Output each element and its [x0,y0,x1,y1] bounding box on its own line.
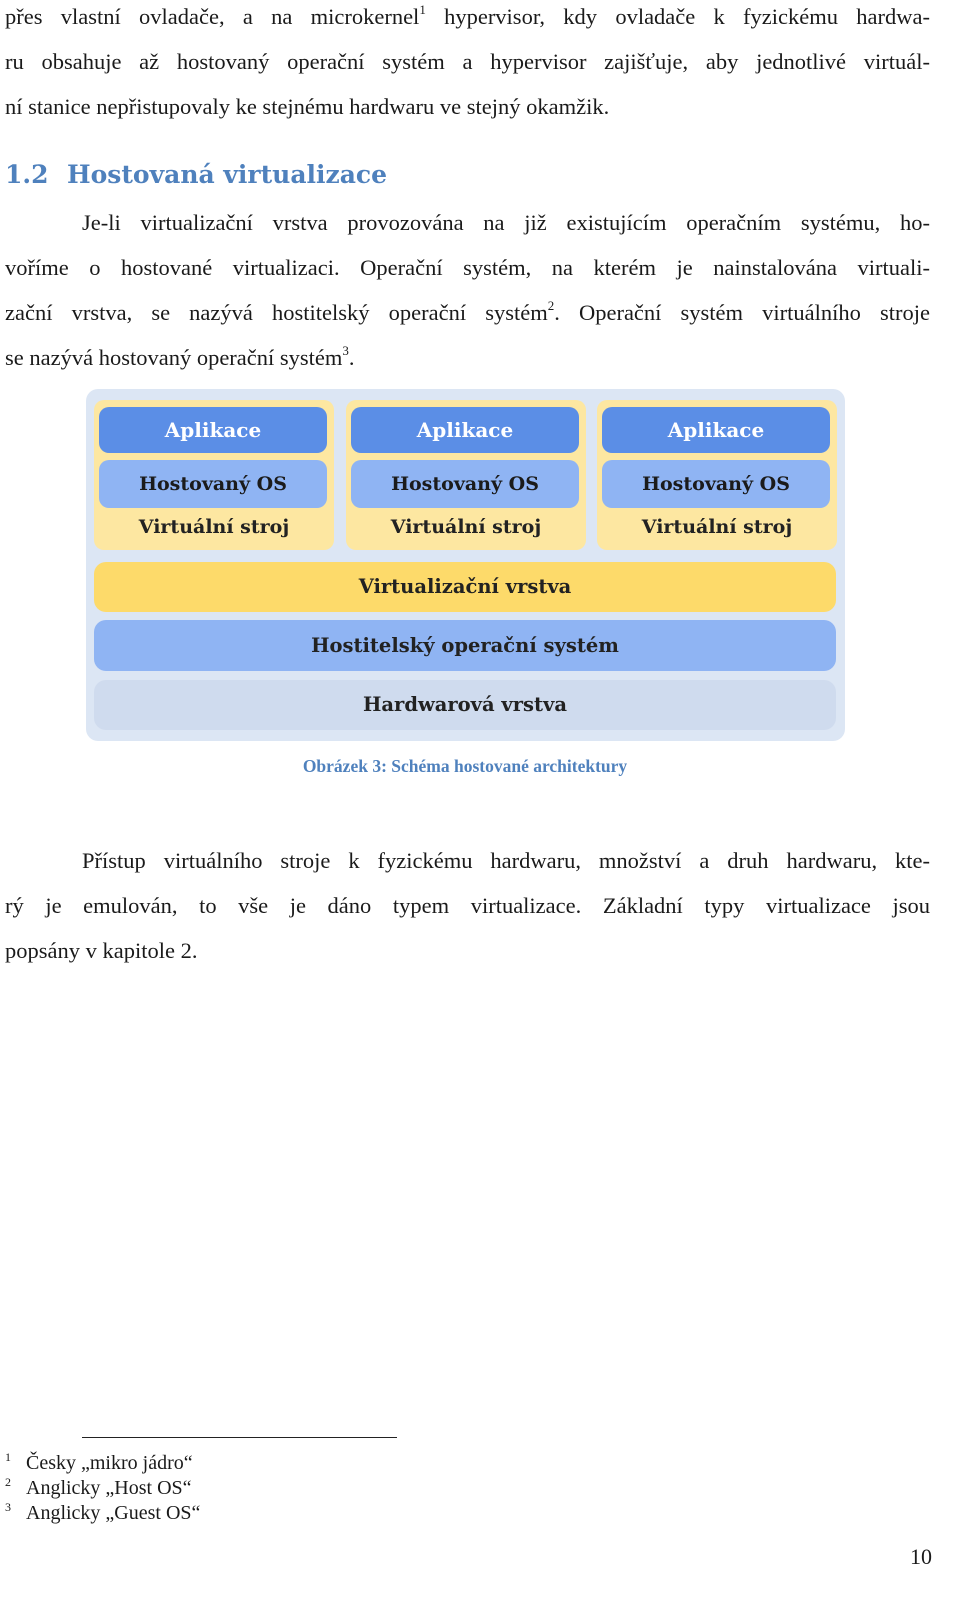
hardware-layer: Hardwarová vrstva [94,680,836,730]
closing-line-3: popsány v kapitole 2. [5,938,198,963]
vm-label: Virtuální stroj [138,516,290,538]
closing-line-1: Přístup virtuálního stroje k fyzickému hardwaru, množství a druh hardwaru, kte- [82,848,930,873]
section-line-2: voříme o hostované virtualizaci. Operační systém, na kterém je nainstalována virtuali- [5,255,930,280]
intro-line-2: ru obsahuje až hostovaný operační systém a hypervisor zajišťuje, aby jednotlivé virtuál- [5,49,930,74]
vm-column-3 [597,400,837,550]
section-number: 1.2 [5,160,49,189]
footnote-3: 3 Anglicky „Guest OS“ [5,1500,201,1524]
intro-line-1: přes vlastní ovladače, a na microkernel$^1$ hypervisor, kdy ovladače k fyzickému hardwa- [5,1,930,29]
section-line-1: Je-li virtualizační vrstva provozována na již existujícím operačním systému, ho- [82,210,930,235]
virtualization-layer: Virtualizační vrstva [94,562,836,612]
footnote-1: 1 Česky „mikro jádro“ [5,1450,193,1474]
app-box: Aplikace [602,407,830,453]
guest-os-box: Hostovaný OS [351,460,579,508]
vm-label: Virtuální stroj [641,516,793,538]
guest-os-box: Hostovaný OS [602,460,830,508]
section-title: Hostovaná virtualizace [67,160,388,189]
footnote-ref-3[interactable]: 3 [342,342,349,358]
intro-line-3: ní stanice nepřistupovaly ke stejnému hardwaru ve stejný okamžik. [5,94,610,119]
app-box: Aplikace [351,407,579,453]
footnote-divider [82,1437,397,1438]
page-number: 10 [910,1544,932,1569]
vm-column-2 [346,400,586,550]
footnote-ref-1[interactable]: 1 [419,1,426,17]
footnote-ref-2[interactable]: 2 [547,297,555,313]
guest-os-box: Hostovaný OS [99,460,327,508]
vm-column-1 [94,400,334,550]
figure-caption: Obrázek 3: Schéma hostované architektury [302,756,628,776]
section-line-3: zační vrstva, se nazývá hostitelský operační systém$^2$. Operační systém virtuálního stroje [5,297,931,325]
host-os-layer: Hostitelský operační systém [94,620,836,671]
section-heading [5,158,387,192]
hosted-architecture-diagram [86,389,845,741]
closing-line-2: rý je emulován, to vše je dáno typem virtualizace. Základní typy virtualizace jsou [5,893,930,918]
vm-label: Virtuální stroj [390,516,542,538]
app-box: Aplikace [99,407,327,453]
footnote-2: 2 Anglicky „Host OS“ [5,1475,192,1499]
section-line-4: se nazývá hostovaný operační systém$^3$. [5,342,355,370]
